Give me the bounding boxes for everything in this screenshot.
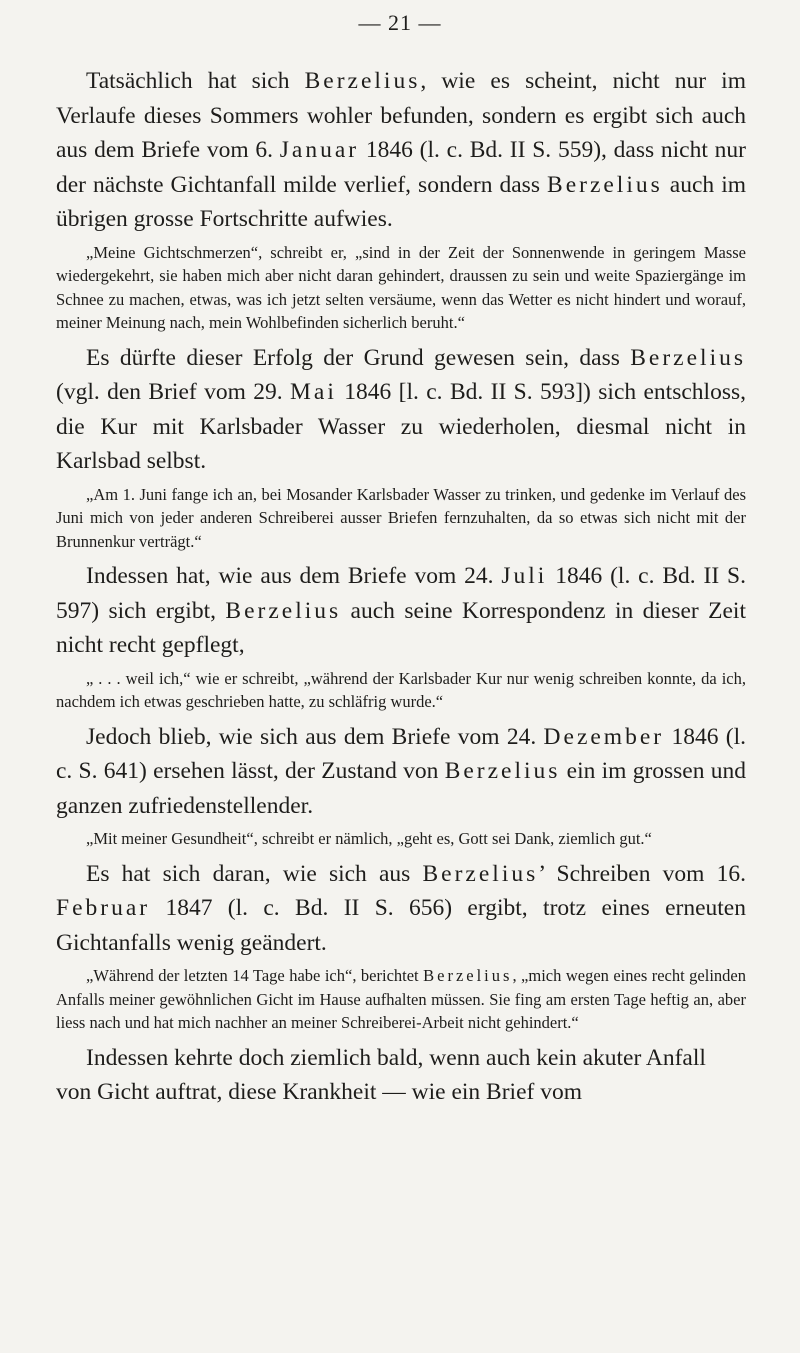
spaced-emphasis: Berzelius (423, 966, 513, 985)
text-run: 1847 (l. c. Bd. II S. 656) ergibt, trotz eines erneuten Gichtanfalls wenig geändert. (56, 895, 746, 956)
spaced-emphasis: Januar (279, 137, 360, 163)
text-run: auch im übrigen grosse Fortschritte aufwies. (56, 171, 747, 232)
text-run: Es dürfte dieser Erfolg der Grund gewesen sein, dass (86, 344, 631, 371)
body-paragraph (56, 857, 746, 961)
text-run: „ . . . weil ich,“ wie er schreibt, „während der Karlsbader Kur nur wenig schreiben konnte, da ich, nachdem ich etwas geschrieben hatte, zu schläfrig wurde.“ (56, 668, 746, 711)
spaced-emphasis: Berzelius (422, 860, 539, 887)
text-run: „Meine Gichtschmerzen“, schreibt er, „sind in der Zeit der Sonnenwende in geringem Masse wiedergekehrt, sie haben mich aber nicht daran gehindert, draussen zu sein und weite Spaziergänge im Schnee zu machen, etwas, was ich jetzt selten versäume, wenn das Wetter es nicht hindert und worauf, meiner Meinung nach, mein Wohlbefinden sicherlich beruht.“ (56, 242, 746, 332)
text-run: „Mit meiner Gesundheit“, schreibt er nämlich, „geht es, Gott sei Dank, ziemlich gut.“ (86, 829, 652, 848)
text-run: auch seine Korrespondenz in dieser Zeit nicht recht gepflegt, (56, 597, 746, 658)
text-run: 1846 [l. c. Bd. II S. 593]) sich entschloss, die Kur mit Karlsbader Wasser zu wiederholen, diesmal nicht in Karlsbad selbst. (56, 379, 746, 474)
text-run: (vgl. den Brief vom 29. (56, 379, 291, 405)
text-run: „Am 1. Juni fange ich an, bei Mosander Karlsbader Wasser zu trinken, und gedenke im Verlauf des Juni mich von jeder anderen Schreiberei ausser Briefen fernzuhalten, da so etwas sich nicht mit der Brunnenkur verträgt.“ (56, 484, 746, 551)
text-run: , „mich wegen eines recht gelinden Anfalls meiner gewöhnlichen Gicht im Hause aufhalten müssen. Sie fing am ersten Tage heftig an, aber liess nach und hat mich nachher an meiner Schreiberei-Arbeit nicht gehindert.“ (56, 966, 747, 1032)
spaced-emphasis: Berzelius (304, 68, 421, 94)
spaced-emphasis: Berzelius (630, 344, 746, 371)
body-paragraph (56, 341, 746, 479)
spaced-emphasis: Juli (501, 563, 548, 589)
text-run: , wie es scheint, nicht nur im Verlaufe dieses Sommers wohler befunden, sondern es ergibt sich auch aus dem Briefe vom 6. (56, 68, 746, 163)
text-run: 1846 (l. c. Bd. II S. 597) sich ergibt, (56, 563, 746, 624)
quoted-passage (56, 964, 746, 1035)
text-run: Tatsächlich hat sich (86, 68, 305, 94)
body-paragraph (56, 64, 746, 237)
body-paragraph (56, 1041, 746, 1110)
body-paragraph (56, 559, 746, 663)
spaced-emphasis: Berzelius (225, 597, 342, 624)
text-run: „Während der letzten 14 Tage habe ich“, berichtet (86, 966, 424, 985)
page-number: — 21 — (358, 10, 442, 35)
text-run: ein im grossen und ganzen zufriedenstellender. (56, 758, 746, 819)
text-run: Indessen hat, wie aus dem Briefe vom 24. (86, 563, 502, 589)
spaced-emphasis: Berzelius (444, 758, 561, 784)
text-run: 1846 (l. c. Bd. II S. 559), dass nicht nur der nächste Gichtanfall milde verlief, sondern dass (56, 137, 746, 198)
spaced-emphasis: Berzelius (547, 171, 663, 198)
quoted-passage (56, 827, 746, 851)
page-body (56, 58, 746, 1110)
text-run: Es hat sich daran, wie sich aus (86, 860, 423, 887)
text-run: ’ Schreiben vom 16. (538, 860, 746, 887)
text-run: Jedoch blieb, wie sich aus dem Briefe vom 24. (86, 723, 544, 750)
spaced-emphasis: Dezember (543, 723, 665, 750)
spaced-emphasis: Mai (290, 379, 337, 405)
quoted-passage (56, 241, 746, 335)
text-run: 1846 (l. c. S. 641) ersehen lässt, der Zustand von (56, 723, 747, 784)
text-run: Indessen kehrte doch ziemlich bald, wenn auch kein akuter Anfall von Gicht auftrat, diese Krankheit — wie ein Brief vom (56, 1044, 706, 1105)
body-paragraph (56, 720, 746, 824)
spaced-emphasis: Februar (56, 895, 151, 921)
quoted-passage (56, 483, 746, 554)
quoted-passage (56, 667, 746, 714)
